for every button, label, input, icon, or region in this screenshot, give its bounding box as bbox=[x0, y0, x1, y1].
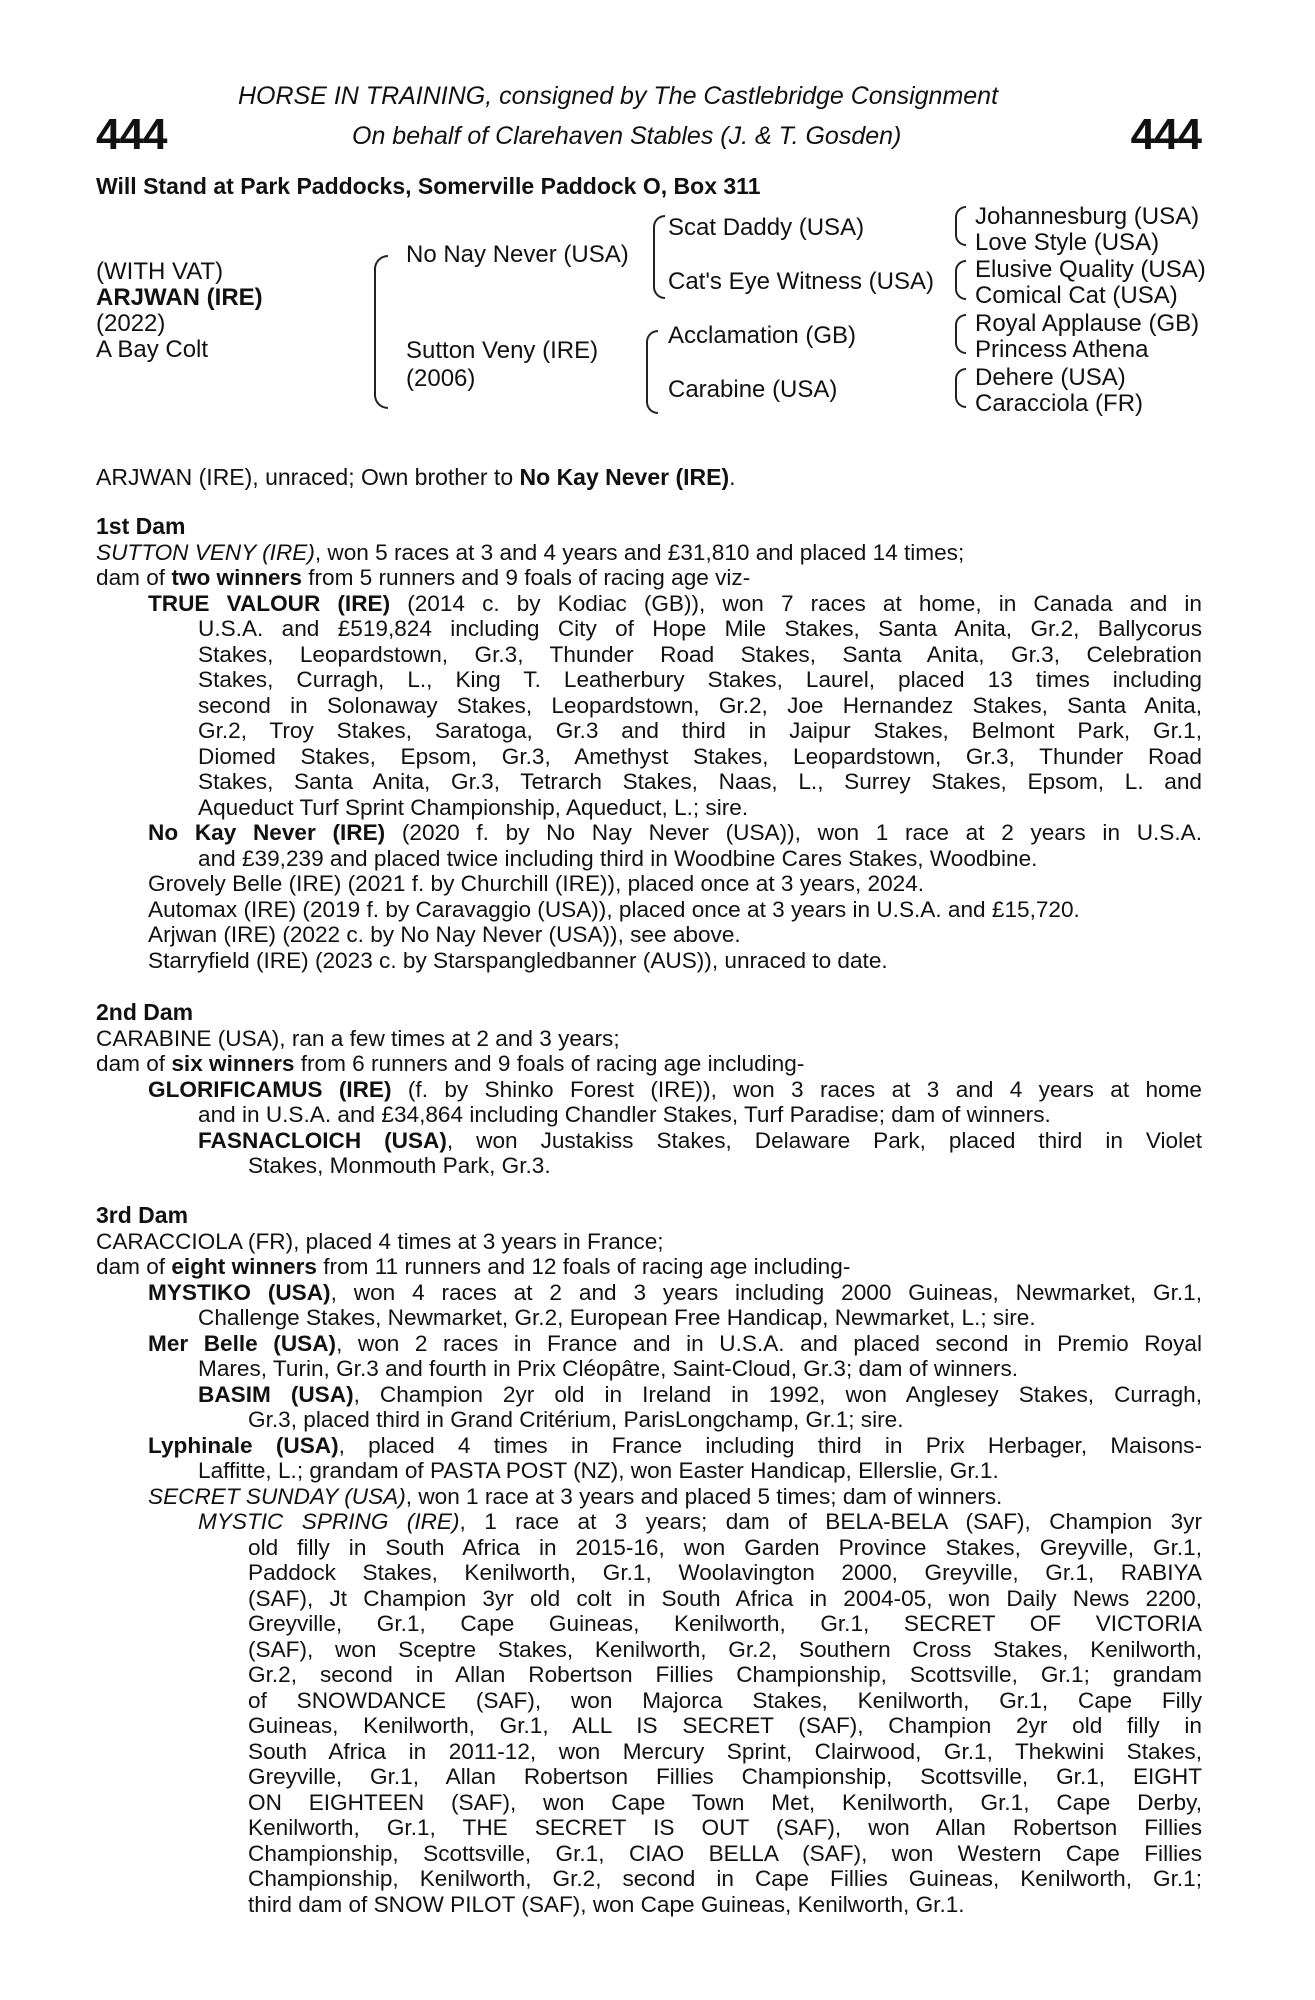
produce-entry bbox=[96, 1509, 1202, 1535]
produce-line: U.S.A. and £519,824 including City of Hope Mile Stakes, Santa Anita, Gr.2, Ballycorus bbox=[198, 616, 1202, 641]
produce-line: Stakes, Santa Anita, Gr.3, Tetrarch Stakes, Naas, L., Surrey Stakes, Epsom, L. and bbox=[198, 769, 1202, 794]
produce-line: Stakes, Leopardstown, Gr.3, Thunder Road Stakes, Santa Anita, Gr.3, Celebration bbox=[198, 641, 1202, 667]
produce-line: Greyville, Gr.1, Cape Guineas, Kenilworth, Gr.1, SECRET OF VICTORIA bbox=[248, 1611, 1202, 1636]
produce-name: TRUE VALOUR (IRE) bbox=[148, 590, 391, 616]
pedigree-dam-year: (2006) bbox=[406, 365, 476, 392]
pedigree-dss: Royal Applause (GB) bbox=[975, 310, 1200, 337]
produce-line: Stakes, Curragh, L., King T. Leatherbury Stakes, Laurel, placed 13 times including bbox=[198, 667, 1202, 692]
produce-line: Gr.2, Troy Stakes, Saratoga, Gr.3 and third in Jaipur Stakes, Belmont Park, Gr.1, bbox=[198, 718, 1202, 743]
pedigree-dds: Dehere (USA) bbox=[975, 364, 1126, 391]
produce-intro: dam of bbox=[96, 1051, 172, 1076]
produce-name: MYSTIC SPRING (IRE) bbox=[198, 1509, 460, 1534]
lot-number-right: 444 bbox=[1130, 110, 1201, 159]
produce-line: third dam of SNOW PILOT (SAF), won Cape Guineas, Kenilworth, Gr.1. bbox=[248, 1891, 965, 1917]
pedigree-bracket-dam bbox=[646, 330, 658, 414]
pedigree-sdd: Comical Cat (USA) bbox=[975, 282, 1178, 309]
produce-entry bbox=[96, 1433, 1202, 1459]
produce-line: (2014 c. by Kodiac (GB)), won 7 races at home, in Canada and in bbox=[390, 590, 1202, 616]
produce-line: (SAF), won Sceptre Stakes, Kenilworth, Gr.2, Southern Cross Stakes, Kenilworth, bbox=[248, 1636, 1202, 1662]
produce-entry bbox=[96, 1128, 1202, 1154]
second-dam-section bbox=[96, 1000, 1202, 1179]
winners-count: six winners bbox=[171, 1051, 295, 1076]
first-dam-section bbox=[96, 514, 1202, 973]
produce-line: , won 2 races in France and in U.S.A. and placed second in Premio Royal bbox=[336, 1330, 1202, 1356]
pedigree-bracket-ds bbox=[955, 314, 966, 354]
produce-line: , Champion 2yr old in Ireland in 1992, won Anglesey Stakes, Curragh, bbox=[353, 1381, 1202, 1407]
produce-line: Paddock Stakes, Kenilworth, Gr.1, Woolavington 2000, Greyville, Gr.1, RABIYA bbox=[248, 1560, 1202, 1585]
produce-line: old filly in South Africa in 2015-16, won Garden Province Stakes, Greyville, Gr.1, bbox=[248, 1534, 1202, 1560]
produce-entry: Automax (IRE) (2019 f. by Caravaggio (USA)), placed once at 3 years in U.S.A. and £15,720. bbox=[148, 896, 1080, 922]
produce-line: Laffitte, L.; grandam of PASTA POST (NZ), won Easter Handicap, Ellerslie, Gr.1. bbox=[198, 1458, 999, 1483]
produce-line: , 1 race at 3 years; dam of BELA-BELA (SAF), Champion 3yr bbox=[459, 1509, 1202, 1534]
summary-sibling: No Kay Never (IRE) bbox=[519, 464, 730, 490]
summary-text: ARJWAN (IRE), unraced; Own brother to bbox=[96, 464, 520, 490]
produce-name: BASIM (USA) bbox=[198, 1381, 354, 1407]
pedigree-sss: Johannesburg (USA) bbox=[975, 203, 1200, 230]
produce-line: Aqueduct Turf Sprint Championship, Aqueduct, L.; sire. bbox=[198, 794, 749, 820]
produce-entry bbox=[96, 1382, 1202, 1408]
consignment-line: HORSE IN TRAINING, consigned by The Castlebridge Consignment bbox=[238, 82, 999, 110]
produce-entry bbox=[96, 1331, 1202, 1357]
pedigree-bracket-sd bbox=[955, 260, 966, 300]
produce-summary: from 6 runners and 9 foals of racing age including- bbox=[294, 1051, 805, 1076]
produce-summary: from 5 runners and 9 foals of racing age viz- bbox=[301, 565, 751, 590]
produce-line: Challenge Stakes, Newmarket, Gr.2, European Free Handicap, Newmarket, L.; sire. bbox=[198, 1305, 1036, 1330]
produce-summary: from 11 runners and 12 foals of racing age including- bbox=[316, 1254, 851, 1279]
section-heading: 3rd Dam bbox=[96, 1203, 189, 1228]
produce-line: , placed 4 times in France including third in Prix Herbager, Maisons- bbox=[338, 1432, 1202, 1458]
produce-line: South Africa in 2011-12, won Mercury Sprint, Clairwood, Gr.1, Thekwini Stakes, bbox=[248, 1738, 1202, 1764]
produce-line: (f. by Shinko Forest (IRE)), won 3 races at 3 and 4 years at home bbox=[391, 1076, 1202, 1102]
vat-label: (WITH VAT) bbox=[96, 258, 224, 285]
pedigree-sds: Elusive Quality (USA) bbox=[975, 256, 1206, 283]
pedigree-dam-sire: Acclamation (GB) bbox=[668, 322, 857, 349]
produce-line: , won Justakiss Stakes, Delaware Park, placed third in Violet bbox=[446, 1127, 1202, 1153]
winners-count: two winners bbox=[171, 565, 302, 590]
produce-name: MYSTIKO (USA) bbox=[148, 1279, 331, 1305]
produce-name: FASNACLOICH (USA) bbox=[198, 1127, 447, 1153]
produce-name: SECRET SUNDAY (USA) bbox=[148, 1483, 406, 1509]
produce-name: Lyphinale (USA) bbox=[148, 1432, 339, 1458]
section-heading: 2nd Dam bbox=[96, 1000, 194, 1025]
produce-line: Guineas, Kenilworth, Gr.1, ALL IS SECRET (SAF), Champion 2yr old filly in bbox=[248, 1713, 1202, 1738]
produce-line: Gr.2, second in Allan Robertson Fillies Championship, Scottsville, Gr.1; grandam bbox=[248, 1662, 1202, 1687]
produce-entry bbox=[96, 591, 1202, 617]
produce-line: Mares, Turin, Gr.3 and fourth in Prix Cléopâtre, Saint-Cloud, Gr.3; dam of winners. bbox=[198, 1356, 1019, 1381]
stand-location: Will Stand at Park Paddocks, Somerville Paddock O, Box 311 bbox=[96, 173, 761, 199]
produce-entry bbox=[96, 1077, 1202, 1103]
summary-line bbox=[96, 464, 736, 491]
produce-line: ON EIGHTEEN (SAF), won Cape Town Met, Kenilworth, Gr.1, Cape Derby, bbox=[248, 1789, 1202, 1815]
produce-entry: Starryfield (IRE) (2023 c. by Starspangledbanner (AUS)), unraced to date. bbox=[148, 947, 888, 973]
produce-intro: dam of bbox=[96, 565, 172, 590]
produce-line: Gr.3, placed third in Grand Critérium, ParisLongchamp, Gr.1; sire. bbox=[248, 1407, 904, 1432]
produce-line: second in Solonaway Stakes, Leopardstown, Gr.2, Joe Hernandez Stakes, Santa Anita, bbox=[198, 692, 1202, 718]
summary-end: . bbox=[729, 464, 736, 490]
behalf-line: On behalf of Clarehaven Stables (J. & T. Gosden) bbox=[352, 122, 902, 150]
pedigree-ssd: Love Style (USA) bbox=[975, 229, 1160, 256]
pedigree-sire: No Nay Never (USA) bbox=[406, 241, 629, 268]
produce-intro: dam of bbox=[96, 1254, 172, 1279]
dam-name: SUTTON VENY (IRE) bbox=[96, 539, 315, 565]
horse-year: (2022) bbox=[96, 310, 166, 337]
produce-entry: Grovely Belle (IRE) (2021 f. by Churchill (IRE)), placed once at 3 years, 2024. bbox=[148, 871, 925, 896]
dam-record: CARACCIOLA (FR), placed 4 times at 3 years in France; bbox=[96, 1228, 664, 1254]
produce-name: No Kay Never (IRE) bbox=[148, 820, 386, 845]
horse-description: A Bay Colt bbox=[96, 336, 209, 363]
pedigree-dam: Sutton Veny (IRE) bbox=[406, 337, 599, 364]
produce-line: of SNOWDANCE (SAF), won Majorca Stakes, Kenilworth, Gr.1, Cape Filly bbox=[248, 1687, 1202, 1713]
pedigree-ddd: Caracciola (FR) bbox=[975, 390, 1144, 417]
produce-name: Mer Belle (USA) bbox=[148, 1330, 337, 1356]
produce-line: , won 1 race at 3 years and placed 5 times; dam of winners. bbox=[405, 1483, 1003, 1509]
produce-line: (2020 f. by No Nay Never (USA)), won 1 race at 2 years in U.S.A. bbox=[385, 820, 1202, 845]
produce-name: GLORIFICAMUS (IRE) bbox=[148, 1076, 392, 1102]
produce-line: Kenilworth, Gr.1, THE SECRET IS OUT (SAF), won Allan Robertson Fillies bbox=[248, 1815, 1202, 1840]
produce-line: Greyville, Gr.1, Allan Robertson Fillies Championship, Scottsville, Gr.1, EIGHT bbox=[248, 1764, 1202, 1789]
produce-line: Championship, Kenilworth, Gr.2, second in Cape Fillies Guineas, Kenilworth, Gr.1; bbox=[248, 1866, 1202, 1891]
lot-number-left: 444 bbox=[96, 110, 167, 159]
produce-line: and £39,239 and placed twice including third in Woodbine Cares Stakes, Woodbine. bbox=[198, 845, 1038, 871]
horse-name: ARJWAN (IRE) bbox=[96, 284, 263, 311]
pedigree-dsd: Princess Athena bbox=[975, 336, 1149, 363]
produce-line: and in U.S.A. and £34,864 including Chandler Stakes, Turf Paradise; dam of winners. bbox=[198, 1102, 1051, 1127]
pedigree-bracket-sire bbox=[653, 215, 665, 299]
pedigree-dam-dam: Carabine (USA) bbox=[668, 376, 838, 403]
winners-count: eight winners bbox=[171, 1254, 317, 1279]
section-heading: 1st Dam bbox=[96, 514, 186, 539]
dam-record: , won 5 races at 3 and 4 years and £31,810 and placed 14 times; bbox=[314, 539, 965, 565]
pedigree-sire-sire: Scat Daddy (USA) bbox=[668, 214, 865, 241]
produce-line: , won 4 races at 2 and 3 years including 2000 Guineas, Newmarket, Gr.1, bbox=[330, 1279, 1202, 1305]
dam-record: CARABINE (USA), ran a few times at 2 and 3 years; bbox=[96, 1025, 620, 1051]
produce-entry bbox=[96, 1280, 1202, 1306]
pedigree-bracket-main bbox=[374, 255, 388, 409]
pedigree-bracket-ss bbox=[955, 206, 966, 246]
produce-entry bbox=[96, 820, 1202, 846]
produce-line: Stakes, Monmouth Park, Gr.3. bbox=[248, 1153, 551, 1178]
produce-line: Diomed Stakes, Epsom, Gr.3, Amethyst Stakes, Leopardstown, Gr.3, Thunder Road bbox=[198, 743, 1202, 769]
pedigree-sire-dam: Cat's Eye Witness (USA) bbox=[668, 268, 934, 295]
produce-line: Championship, Scottsville, Gr.1, CIAO BELLA (SAF), won Western Cape Fillies bbox=[248, 1840, 1202, 1866]
third-dam-section bbox=[96, 1203, 1202, 1917]
produce-entry bbox=[96, 1484, 1202, 1510]
produce-entry: Arjwan (IRE) (2022 c. by No Nay Never (USA)), see above. bbox=[148, 922, 741, 947]
pedigree-bracket-dd bbox=[955, 368, 966, 408]
produce-line: (SAF), Jt Champion 3yr old colt in South Africa in 2004-05, won Daily News 2200, bbox=[248, 1585, 1202, 1611]
